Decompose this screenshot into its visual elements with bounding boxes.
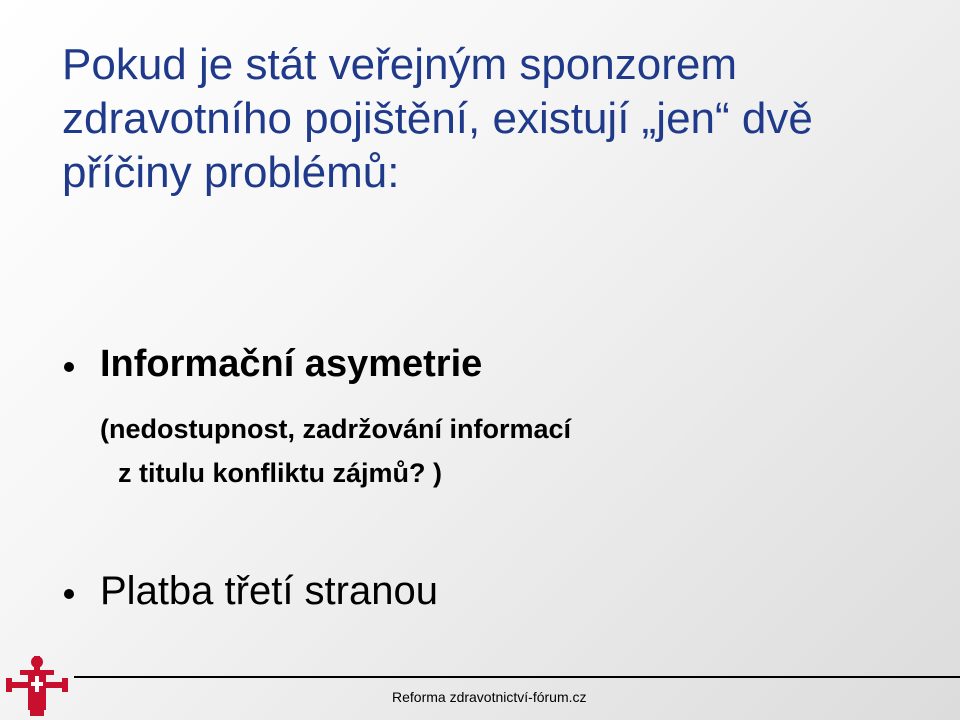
bullet-text-1: Informační asymetrie [100,343,483,385]
bullet-text-2: Platba třetí stranou [100,569,438,613]
title-line-1: Pokud je stát veřejným sponzorem [62,40,737,89]
title-line-3: příčiny problémů: [62,148,400,197]
bullet-1-subtext-line-2: z titulu konfliktu zájmů? ) [118,458,442,488]
medical-cross-figure-icon [4,652,70,718]
bullet-1-subtext-line-1: (nedostupnost, zadržování informací [100,414,572,444]
bullet-dot-icon [64,589,74,599]
title-line-2: zdravotního pojištění, existují „jen“ dvě [62,94,813,143]
footer-divider [74,676,960,678]
slide-title [62,38,922,200]
footer-text: Reforma zdravotnictví-fórum.cz [392,689,587,705]
bullet-dot-icon [64,362,74,372]
